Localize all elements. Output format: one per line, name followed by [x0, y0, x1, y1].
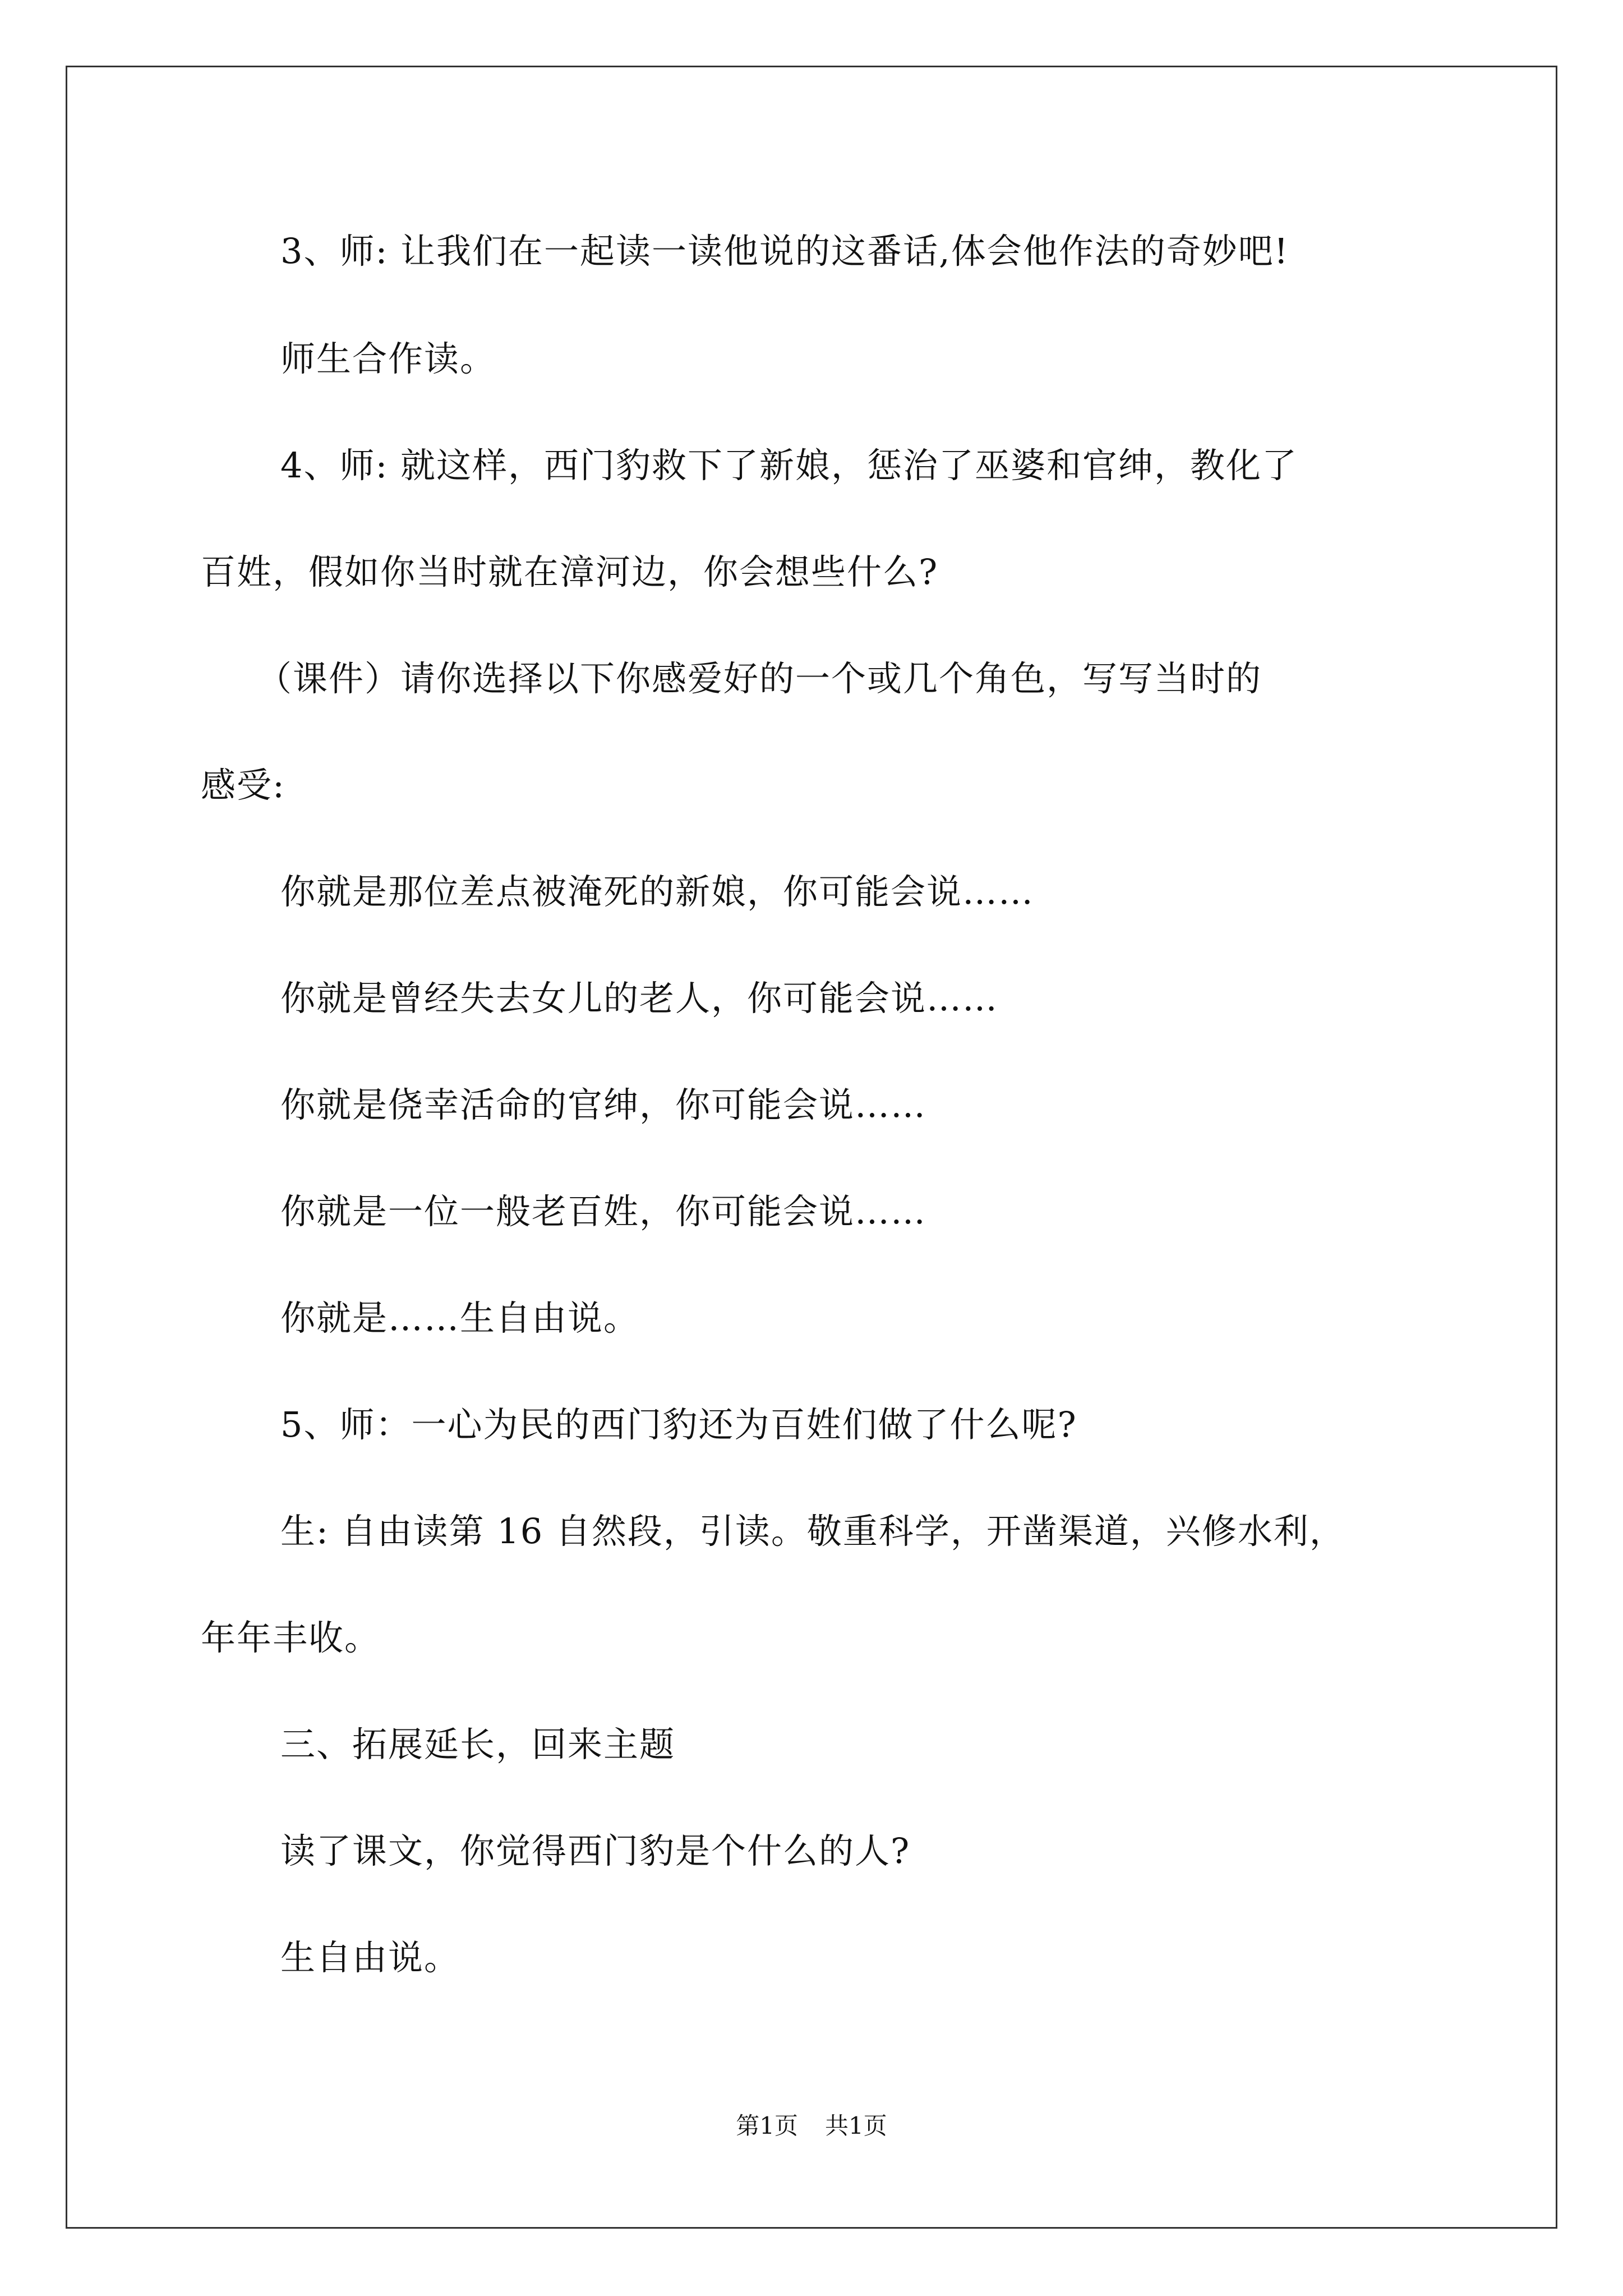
- paragraph-line: 读了课文，你觉得西门豹是个什么的人?: [280, 1830, 911, 1871]
- paragraph-line: 你就是曾经失去女儿的老人，你可能会说……: [280, 978, 999, 1019]
- page-total: 共1页: [825, 2112, 887, 2139]
- paragraph-line: 5、师：一心为民的西门豹还为百姓们做了什么呢?: [280, 1404, 1077, 1445]
- page-border: [66, 66, 1557, 2229]
- page-number: 第1页: [736, 2112, 798, 2139]
- paragraph-line: 生自由说。: [280, 1937, 460, 1978]
- paragraph-line: 年年丰收。: [201, 1617, 381, 1658]
- paragraph-line: 3、师: 让我们在一起读一读他说的这番话,体会他作法的奇妙吧!: [280, 231, 1289, 272]
- paragraph-line: 你就是……生自由说。: [280, 1297, 640, 1338]
- page-footer: [0, 2110, 1623, 2142]
- paragraph-line: 三、拓展延长，回来主题: [280, 1724, 676, 1765]
- paragraph-line: 生: 自由读第 16 自然段，引读。敬重科学，开凿渠道，兴修水利，: [280, 1511, 1345, 1552]
- paragraph-line: 你就是一位一般老百姓，你可能会说……: [280, 1191, 927, 1232]
- paragraph-line: 你就是那位差点被淹死的新娘，你可能会说……: [280, 871, 1035, 912]
- paragraph-line: 感受:: [201, 765, 285, 806]
- paragraph-line: 4、师: 就这样，西门豹救下了新娘，惩治了巫婆和官绅，教化了: [280, 445, 1298, 486]
- paragraph-line: 师生合作读。: [280, 338, 496, 379]
- paragraph-line: 你就是侥幸活命的官绅，你可能会说……: [280, 1084, 927, 1125]
- paragraph-line: （课件）请你选择以下你感爱好的一个或几个角色，写写当时的: [257, 658, 1262, 699]
- paragraph-line: 百姓，假如你当时就在漳河边，你会想些什么?: [201, 551, 939, 592]
